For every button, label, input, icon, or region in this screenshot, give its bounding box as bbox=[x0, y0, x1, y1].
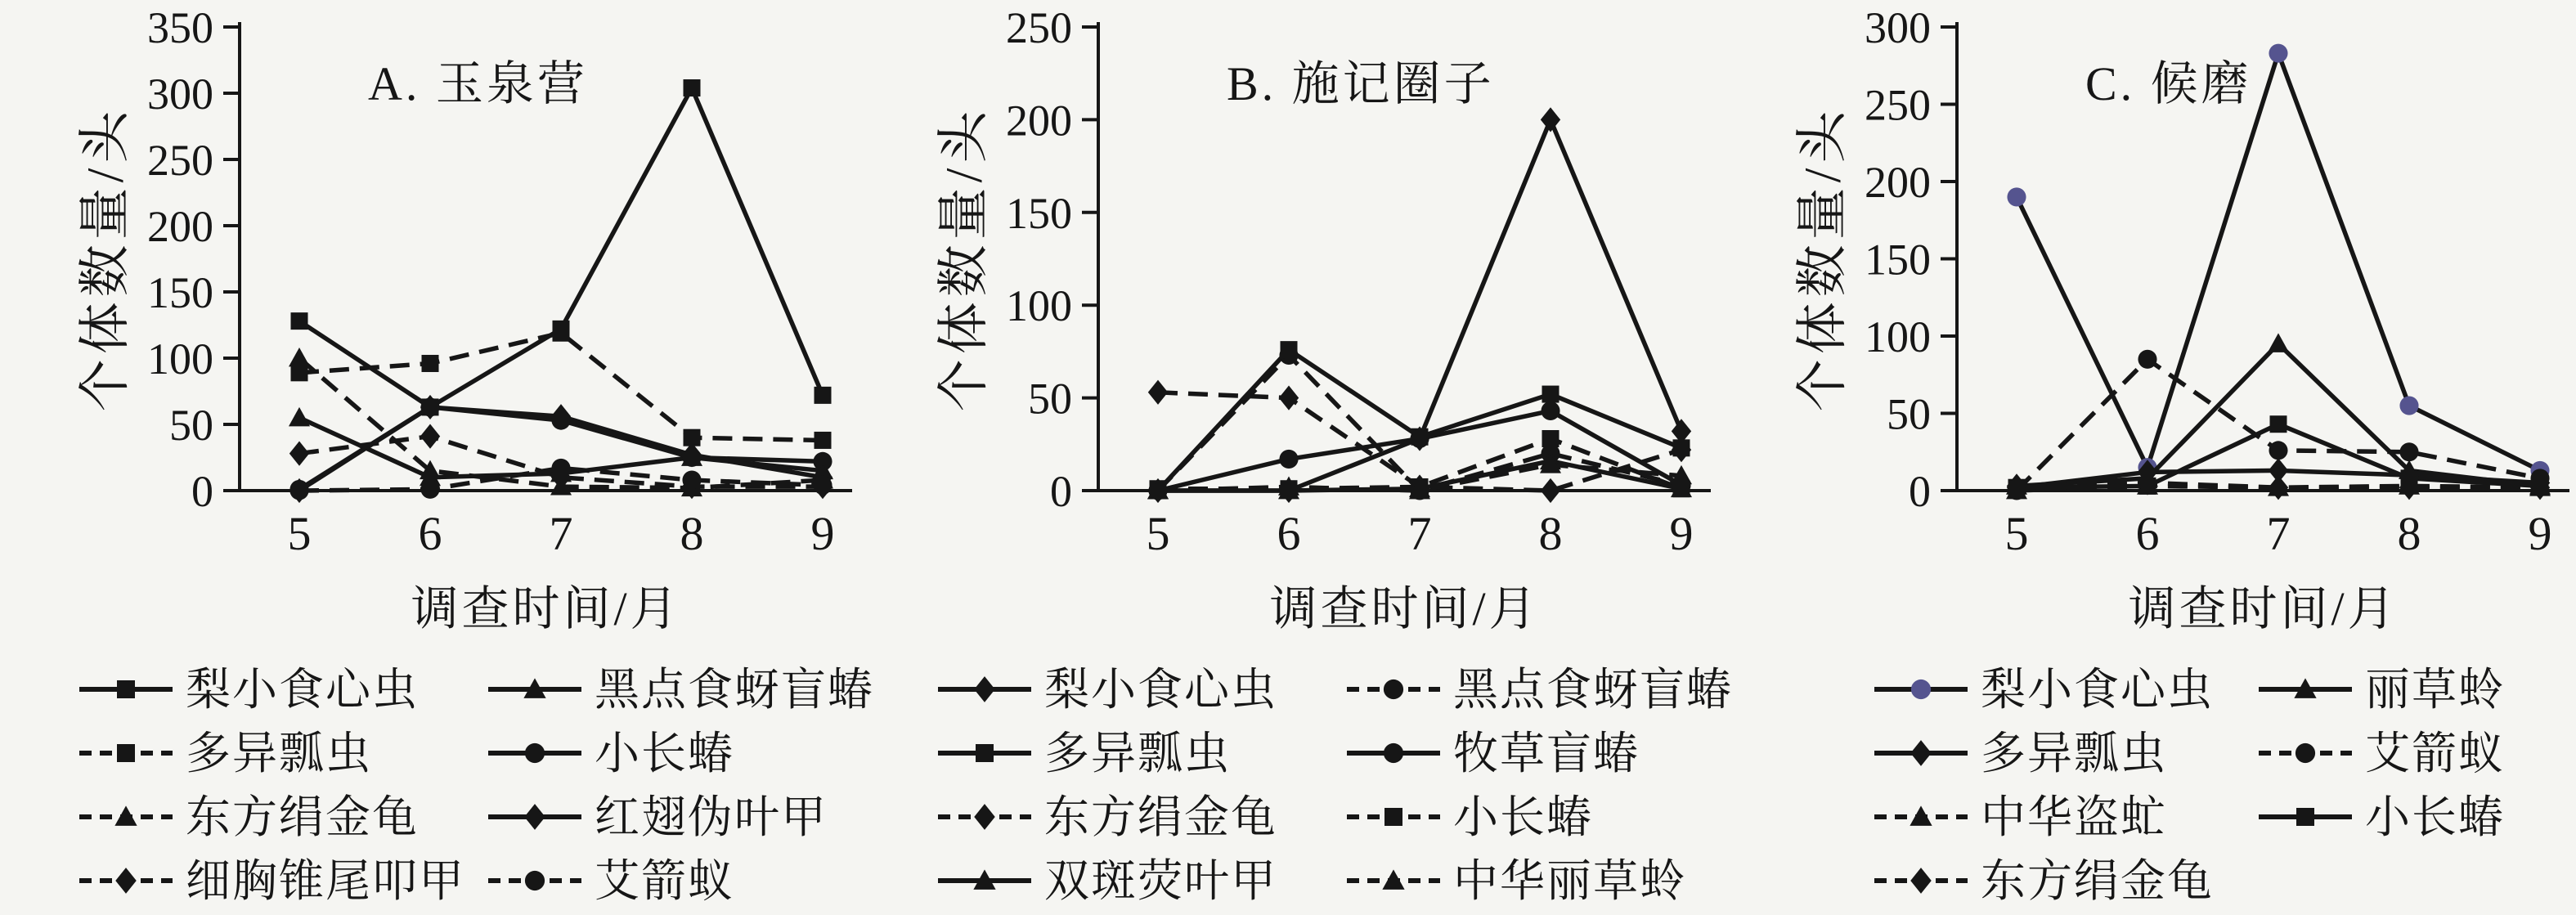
legend-label: 东方绢金龟 bbox=[1044, 792, 1278, 842]
data-point-marker bbox=[420, 480, 439, 499]
dashed-circle-swatch-icon bbox=[2257, 734, 2354, 772]
dashed-square-swatch-icon bbox=[78, 734, 174, 772]
data-point-marker bbox=[551, 459, 570, 478]
x-tick-label: 6 bbox=[1277, 507, 1301, 560]
data-point-marker bbox=[2269, 44, 2287, 63]
data-point-marker bbox=[1279, 450, 1298, 469]
solid-triangle-swatch-icon bbox=[2257, 671, 2354, 708]
y-tick-label: 100 bbox=[1006, 281, 1072, 331]
y-tick-label: 100 bbox=[147, 334, 213, 383]
legend-item-3 bbox=[2257, 728, 2576, 778]
x-tick-label: 9 bbox=[1669, 507, 1694, 560]
data-point-marker bbox=[553, 325, 570, 342]
legend-item-2 bbox=[78, 728, 487, 778]
legend-marker bbox=[117, 680, 135, 698]
panel-shijiquanzi bbox=[859, 0, 1734, 915]
legend-label: 小长蝽 bbox=[1453, 792, 1594, 842]
y-tick-label: 200 bbox=[1006, 96, 1072, 146]
chart-houmo bbox=[1717, 0, 2576, 646]
panel-houmo bbox=[1717, 0, 2576, 915]
dashed-triangle-swatch-icon bbox=[1345, 862, 1442, 899]
data-point-marker bbox=[1542, 386, 1560, 403]
legend-item-2 bbox=[1873, 728, 2257, 778]
data-point-marker bbox=[2138, 350, 2156, 369]
legend-label: 丽草蛉 bbox=[2365, 664, 2506, 715]
legend-item-0 bbox=[78, 664, 487, 715]
y-tick-label: 250 bbox=[1006, 3, 1072, 52]
solid-diamond-swatch-icon bbox=[1873, 734, 1969, 772]
x-axis-label: 调查时间/月 bbox=[1269, 582, 1540, 635]
data-point-marker bbox=[289, 348, 310, 366]
legend-label: 艾箭蚁 bbox=[2365, 728, 2506, 778]
x-tick-label: 6 bbox=[2135, 507, 2160, 560]
legend-item-4 bbox=[936, 792, 1345, 842]
x-axis-label: 调查时间/月 bbox=[2128, 582, 2399, 635]
legend-label: 中华盗虻 bbox=[1981, 792, 2168, 842]
data-point-marker bbox=[2399, 397, 2418, 415]
data-point-marker bbox=[2269, 475, 2288, 500]
dashed-triangle-swatch-icon bbox=[78, 798, 174, 836]
dashed-diamond-swatch-icon bbox=[78, 862, 174, 899]
legend-marker bbox=[1384, 743, 1403, 763]
data-point-marker bbox=[1541, 401, 1560, 420]
data-point-marker bbox=[813, 476, 832, 495]
legend-label: 梨小食心虫 bbox=[186, 664, 420, 715]
legend-label: 东方绢金龟 bbox=[186, 792, 420, 842]
solid-circle-swatch-icon bbox=[1873, 671, 1969, 708]
y-tick-label: 0 bbox=[1909, 467, 1931, 516]
x-tick-label: 8 bbox=[1538, 507, 1563, 560]
data-point-marker bbox=[2270, 415, 2287, 433]
legend-item-1 bbox=[1345, 664, 1734, 715]
dashed-triangle-swatch-icon bbox=[1873, 798, 1969, 836]
panel-title: A. 玉泉营 bbox=[368, 57, 588, 110]
x-tick-label: 8 bbox=[680, 507, 704, 560]
legend-item-3 bbox=[1345, 728, 1733, 778]
data-point-marker bbox=[289, 481, 308, 500]
solid-circle-swatch-icon bbox=[487, 734, 583, 772]
y-tick-label: 0 bbox=[191, 467, 213, 516]
legend-marker bbox=[1910, 868, 1932, 894]
legend-marker bbox=[524, 804, 545, 830]
legend-item-3 bbox=[487, 728, 874, 778]
legend-item-6 bbox=[78, 855, 487, 906]
legend-item-2 bbox=[936, 728, 1345, 778]
legend-item-4 bbox=[78, 792, 487, 842]
legend-label: 梨小食心虫 bbox=[1981, 664, 2215, 715]
dashed-circle-swatch-icon bbox=[487, 862, 583, 899]
legend-item-4 bbox=[1873, 792, 2257, 842]
panel-title: C. 候磨 bbox=[2085, 57, 2252, 110]
legend-label: 细胸锥尾叩甲 bbox=[186, 855, 466, 906]
legend-label: 小长蝽 bbox=[595, 728, 735, 778]
chart-yuquanying bbox=[0, 0, 859, 646]
y-axis-label: 个体数量/头 bbox=[1793, 105, 1851, 412]
series-line bbox=[299, 88, 823, 407]
y-tick-label: 150 bbox=[1865, 235, 1931, 285]
y-axis-label: 个体数量/头 bbox=[935, 105, 993, 412]
data-point-marker bbox=[2399, 442, 2418, 461]
solid-diamond-swatch-icon bbox=[487, 798, 583, 836]
x-tick-label: 5 bbox=[2004, 507, 2029, 560]
legend-label: 中华丽草蛉 bbox=[1453, 855, 1687, 906]
y-tick-label: 300 bbox=[1865, 3, 1931, 52]
legend-marker bbox=[525, 743, 545, 763]
legend-label: 小长蝽 bbox=[2365, 792, 2506, 842]
data-point-marker bbox=[684, 79, 701, 96]
y-tick-label: 50 bbox=[169, 401, 213, 450]
x-tick-label: 8 bbox=[2397, 507, 2421, 560]
legend-item-7 bbox=[1345, 855, 1733, 906]
y-axis-label: 个体数量/头 bbox=[76, 105, 134, 412]
solid-triangle-swatch-icon bbox=[936, 862, 1033, 899]
y-tick-label: 150 bbox=[147, 268, 213, 317]
panel-yuquanying bbox=[0, 0, 875, 915]
data-point-marker bbox=[289, 442, 309, 466]
chart-shijiquanzi bbox=[859, 0, 1717, 646]
y-tick-label: 350 bbox=[147, 3, 213, 52]
legend-marker bbox=[1382, 869, 1404, 890]
x-tick-label: 5 bbox=[1146, 507, 1170, 560]
solid-triangle-swatch-icon bbox=[487, 671, 583, 708]
legend-label: 黑点食蚜盲蝽 bbox=[1453, 664, 1734, 715]
legend-marker bbox=[1384, 680, 1403, 699]
data-point-marker bbox=[1541, 478, 1560, 503]
data-point-marker bbox=[682, 470, 701, 489]
y-tick-label: 250 bbox=[1865, 80, 1931, 130]
legend-marker bbox=[1384, 808, 1402, 826]
data-point-marker bbox=[1542, 430, 1560, 447]
legend-marker bbox=[976, 744, 994, 762]
y-tick-label: 200 bbox=[147, 202, 213, 251]
data-point-marker bbox=[1148, 380, 1168, 405]
x-axis-label: 调查时间/月 bbox=[411, 582, 681, 635]
x-tick-label: 9 bbox=[2528, 507, 2552, 560]
data-point-marker bbox=[291, 364, 308, 381]
x-tick-label: 9 bbox=[810, 507, 835, 560]
panel-title: B. 施记圈子 bbox=[1227, 57, 1495, 110]
legend-marker bbox=[974, 804, 995, 830]
legend-label: 梨小食心虫 bbox=[1044, 664, 1278, 715]
legend-marker bbox=[114, 805, 137, 826]
x-tick-label: 6 bbox=[418, 507, 442, 560]
y-tick-label: 100 bbox=[1865, 312, 1931, 361]
dashed-square-swatch-icon bbox=[1345, 798, 1442, 836]
legend-item-7 bbox=[487, 855, 874, 906]
solid-square-swatch-icon bbox=[78, 671, 174, 708]
legend-item-6 bbox=[936, 855, 1345, 906]
legend-item-0 bbox=[1873, 664, 2257, 715]
legend-label: 艾箭蚁 bbox=[595, 855, 735, 906]
y-tick-label: 250 bbox=[147, 136, 213, 185]
data-point-marker bbox=[420, 424, 440, 448]
data-point-marker bbox=[815, 432, 832, 449]
series-line bbox=[2017, 53, 2540, 470]
legend-marker bbox=[2296, 743, 2315, 763]
x-tick-label: 7 bbox=[549, 507, 573, 560]
legend-item-1 bbox=[2257, 664, 2576, 715]
legend-item-5 bbox=[2257, 792, 2576, 842]
data-point-marker bbox=[1410, 429, 1429, 448]
legend-item-1 bbox=[487, 664, 875, 715]
dashed-circle-swatch-icon bbox=[1345, 671, 1442, 708]
legend-label: 红翅伪叶甲 bbox=[595, 792, 828, 842]
legend-marker bbox=[117, 744, 135, 762]
legend-shijiquanzi bbox=[859, 657, 1734, 913]
y-tick-label: 300 bbox=[147, 70, 213, 119]
y-tick-label: 50 bbox=[1887, 389, 1931, 439]
series-0-square bbox=[291, 79, 832, 415]
legend-yuquanying bbox=[0, 657, 875, 913]
x-tick-label: 5 bbox=[287, 507, 312, 560]
data-point-marker bbox=[420, 395, 440, 419]
data-point-marker bbox=[289, 407, 310, 426]
legend-item-6 bbox=[1873, 855, 2257, 906]
data-point-marker bbox=[422, 355, 439, 372]
legend-marker bbox=[1911, 680, 1931, 699]
data-point-marker bbox=[1279, 385, 1299, 410]
data-point-marker bbox=[2269, 441, 2287, 460]
y-tick-label: 50 bbox=[1028, 374, 1072, 424]
legend-label: 多异瓢虫 bbox=[1044, 728, 1232, 778]
legend-marker bbox=[1910, 740, 1932, 766]
solid-square-swatch-icon bbox=[2257, 798, 2354, 836]
legend-label: 东方绢金龟 bbox=[1981, 855, 2215, 906]
data-point-marker bbox=[291, 312, 308, 330]
legend-label: 牧草盲蝽 bbox=[1453, 728, 1640, 778]
legend-marker bbox=[1910, 805, 1932, 826]
legend-marker bbox=[525, 871, 545, 890]
legend-label: 黑点食蚜盲蝽 bbox=[595, 664, 875, 715]
solid-square-swatch-icon bbox=[936, 734, 1033, 772]
legend-label: 多异瓢虫 bbox=[186, 728, 373, 778]
legend-label: 多异瓢虫 bbox=[1981, 728, 2168, 778]
dashed-diamond-swatch-icon bbox=[1873, 862, 1969, 899]
legend-item-0 bbox=[936, 664, 1345, 715]
solid-circle-swatch-icon bbox=[1345, 734, 1442, 772]
y-tick-label: 0 bbox=[1050, 467, 1072, 516]
data-point-marker bbox=[2007, 187, 2026, 206]
data-point-marker bbox=[1541, 107, 1560, 132]
legend-marker bbox=[974, 676, 995, 702]
series-2-square bbox=[291, 325, 832, 449]
legend-item-5 bbox=[1345, 792, 1733, 842]
legend-marker bbox=[2296, 808, 2314, 826]
x-tick-label: 7 bbox=[1407, 507, 1432, 560]
legend-item-5 bbox=[487, 792, 874, 842]
legend-houmo bbox=[1717, 657, 2576, 913]
data-point-marker bbox=[815, 387, 832, 404]
data-point-marker bbox=[1281, 341, 1298, 358]
legend-marker bbox=[115, 868, 137, 894]
dashed-diamond-swatch-icon bbox=[936, 798, 1033, 836]
y-tick-label: 150 bbox=[1006, 188, 1072, 238]
data-point-marker bbox=[2268, 333, 2289, 352]
x-tick-label: 7 bbox=[2266, 507, 2291, 560]
legend-label: 双斑荧叶甲 bbox=[1044, 855, 1278, 906]
y-tick-label: 200 bbox=[1865, 158, 1931, 207]
solid-diamond-swatch-icon bbox=[936, 671, 1033, 708]
